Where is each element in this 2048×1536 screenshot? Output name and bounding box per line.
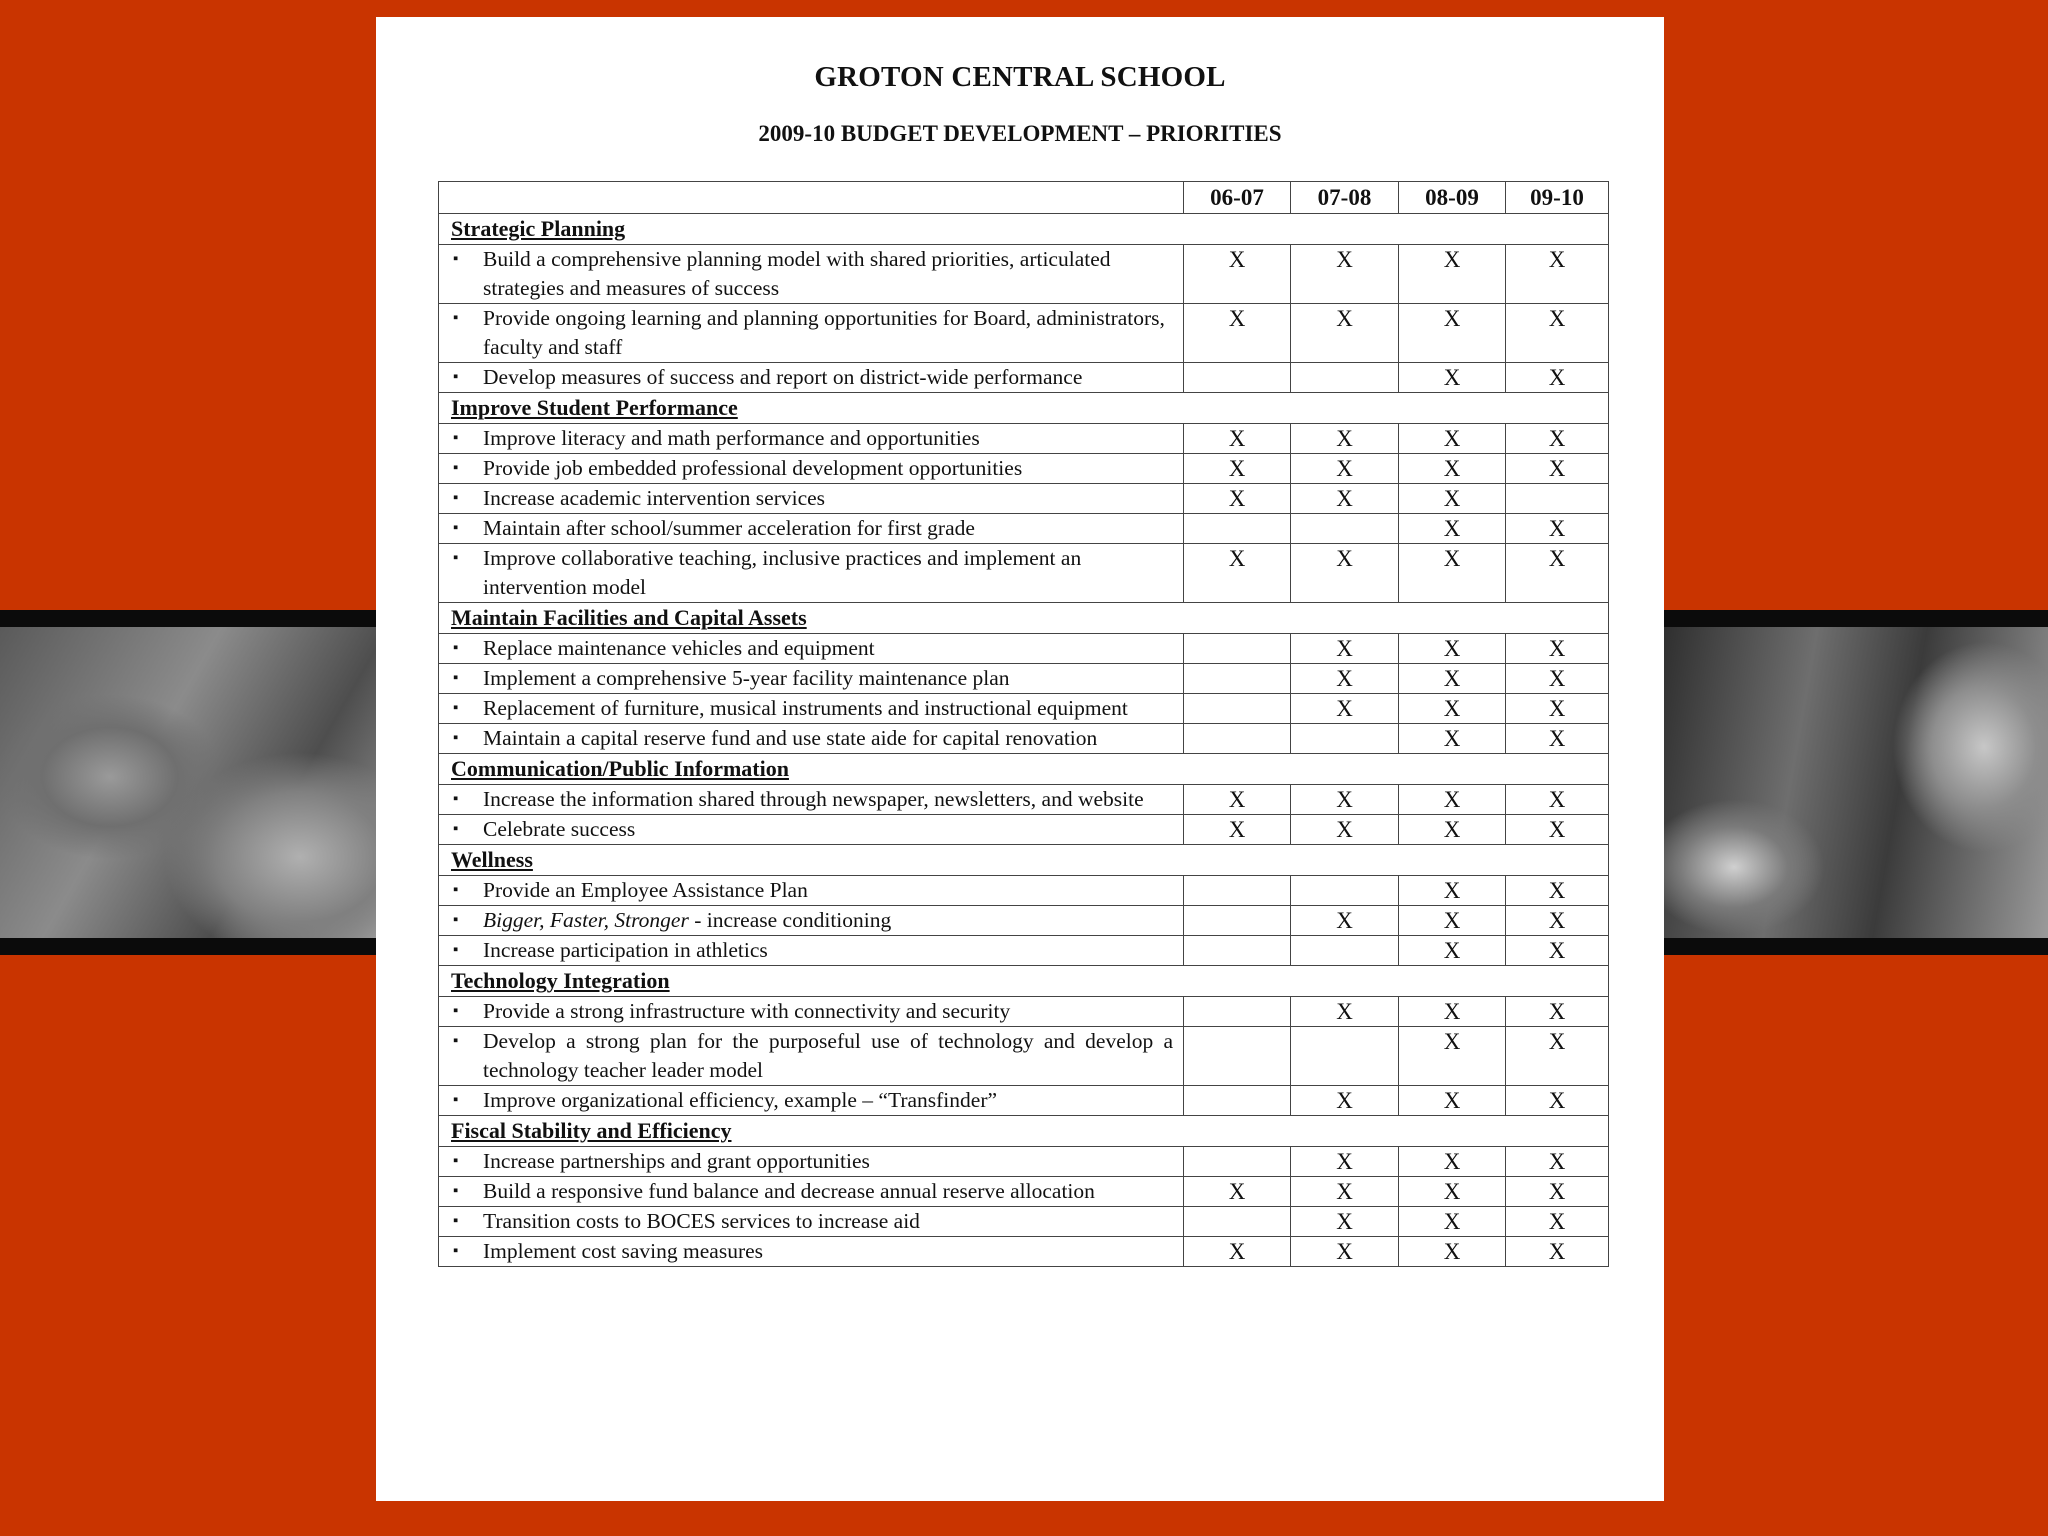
year-mark-cell: X bbox=[1399, 876, 1506, 906]
year-mark-cell: X bbox=[1399, 424, 1506, 454]
column-header: 09-10 bbox=[1506, 182, 1609, 214]
bullet-icon: ▪ bbox=[453, 912, 459, 928]
year-mark-cell: X bbox=[1399, 1027, 1506, 1086]
section-title: Communication/Public Information bbox=[439, 754, 1609, 785]
table-row bbox=[439, 664, 1609, 694]
table-row bbox=[439, 997, 1609, 1027]
table-row bbox=[439, 424, 1609, 454]
bullet-icon: ▪ bbox=[453, 251, 459, 267]
priority-item bbox=[439, 906, 1184, 936]
year-mark-cell: X bbox=[1399, 785, 1506, 815]
section-title: Fiscal Stability and Efficiency bbox=[439, 1116, 1609, 1147]
document-subtitle: 2009-10 BUDGET DEVELOPMENT – PRIORITIES bbox=[758, 121, 1282, 146]
priority-item bbox=[439, 514, 1184, 544]
year-mark-cell: X bbox=[1184, 424, 1291, 454]
section-row bbox=[439, 1116, 1609, 1147]
year-mark-cell: X bbox=[1291, 906, 1399, 936]
bullet-icon: ▪ bbox=[453, 821, 459, 837]
priority-item bbox=[439, 1086, 1184, 1116]
year-mark-cell: X bbox=[1506, 544, 1609, 603]
year-mark-cell bbox=[1184, 724, 1291, 754]
year-mark-cell bbox=[1291, 724, 1399, 754]
priority-item-text: Provide job embedded professional development opportunities bbox=[483, 456, 1023, 480]
priority-item bbox=[439, 876, 1184, 906]
year-mark-cell: X bbox=[1184, 1237, 1291, 1267]
year-mark-cell: X bbox=[1291, 245, 1399, 304]
year-mark-cell: X bbox=[1399, 454, 1506, 484]
bullet-icon: ▪ bbox=[453, 700, 459, 716]
priority-item-text: Maintain after school/summer acceleration for first grade bbox=[483, 516, 975, 540]
priority-item bbox=[439, 245, 1184, 304]
year-mark-cell: X bbox=[1506, 815, 1609, 845]
priority-item bbox=[439, 544, 1184, 603]
year-mark-cell bbox=[1184, 514, 1291, 544]
year-mark-cell bbox=[1184, 634, 1291, 664]
year-mark-cell: X bbox=[1291, 424, 1399, 454]
year-mark-cell: X bbox=[1506, 724, 1609, 754]
table-row bbox=[439, 484, 1609, 514]
year-mark-cell: X bbox=[1291, 664, 1399, 694]
year-mark-cell bbox=[1291, 936, 1399, 966]
priority-item-text: Implement cost saving measures bbox=[483, 1239, 764, 1263]
bullet-icon: ▪ bbox=[453, 1003, 459, 1019]
year-mark-cell: X bbox=[1506, 1086, 1609, 1116]
priority-item bbox=[439, 724, 1184, 754]
priority-item bbox=[439, 815, 1184, 845]
year-mark-cell: X bbox=[1399, 815, 1506, 845]
priority-item-text: Improve collaborative teaching, inclusive practices and implement an intervention model bbox=[483, 546, 1082, 599]
year-mark-cell: X bbox=[1399, 304, 1506, 363]
background-photo-right bbox=[1664, 627, 2048, 938]
priority-item bbox=[439, 785, 1184, 815]
year-mark-cell: X bbox=[1291, 304, 1399, 363]
bullet-icon: ▪ bbox=[453, 1183, 459, 1199]
bullet-icon: ▪ bbox=[453, 1153, 459, 1169]
background-photo-left bbox=[0, 627, 376, 938]
year-mark-cell: X bbox=[1506, 1177, 1609, 1207]
table-row bbox=[439, 304, 1609, 363]
bullet-icon: ▪ bbox=[453, 640, 459, 656]
priority-item-text: Build a comprehensive planning model with shared priorities, articulated strategies and measures of success bbox=[483, 247, 1111, 300]
priority-item-text: Provide ongoing learning and planning opportunities for Board, administrators, faculty and staff bbox=[483, 306, 1165, 359]
year-mark-cell: X bbox=[1184, 544, 1291, 603]
year-mark-cell: X bbox=[1399, 997, 1506, 1027]
priority-item bbox=[439, 694, 1184, 724]
table-row bbox=[439, 1207, 1609, 1237]
year-mark-cell: X bbox=[1399, 906, 1506, 936]
year-mark-cell: X bbox=[1184, 245, 1291, 304]
priority-item bbox=[439, 997, 1184, 1027]
year-mark-cell: X bbox=[1506, 1027, 1609, 1086]
column-header: 07-08 bbox=[1291, 182, 1399, 214]
table-row bbox=[439, 815, 1609, 845]
priority-item bbox=[439, 424, 1184, 454]
year-mark-cell: X bbox=[1399, 245, 1506, 304]
table-row bbox=[439, 694, 1609, 724]
priority-item-text: Transition costs to BOCES services to increase aid bbox=[483, 1209, 920, 1233]
year-mark-cell: X bbox=[1506, 634, 1609, 664]
year-mark-cell: X bbox=[1291, 1177, 1399, 1207]
section-title: Improve Student Performance bbox=[439, 393, 1609, 424]
bullet-icon: ▪ bbox=[453, 1213, 459, 1229]
bullet-icon: ▪ bbox=[453, 430, 459, 446]
bullet-icon: ▪ bbox=[453, 791, 459, 807]
year-mark-cell: X bbox=[1291, 997, 1399, 1027]
section-row bbox=[439, 754, 1609, 785]
year-mark-cell: X bbox=[1506, 1237, 1609, 1267]
bullet-icon: ▪ bbox=[453, 1092, 459, 1108]
priority-item-emphasis: Bigger, Faster, Stronger bbox=[483, 908, 689, 932]
year-mark-cell: X bbox=[1506, 876, 1609, 906]
table-row bbox=[439, 514, 1609, 544]
year-mark-cell: X bbox=[1506, 245, 1609, 304]
bullet-icon: ▪ bbox=[453, 730, 459, 746]
year-mark-cell: X bbox=[1506, 304, 1609, 363]
bullet-icon: ▪ bbox=[453, 942, 459, 958]
table-row bbox=[439, 906, 1609, 936]
bullet-icon: ▪ bbox=[453, 490, 459, 506]
bullet-icon: ▪ bbox=[453, 550, 459, 566]
table-row bbox=[439, 936, 1609, 966]
priority-item bbox=[439, 304, 1184, 363]
priority-item-text: - increase conditioning bbox=[688, 908, 892, 932]
table-row bbox=[439, 1147, 1609, 1177]
table-row bbox=[439, 363, 1609, 393]
year-mark-cell: X bbox=[1399, 1237, 1506, 1267]
year-mark-cell: X bbox=[1184, 785, 1291, 815]
priority-item-text: Maintain a capital reserve fund and use state aide for capital renovation bbox=[483, 726, 1098, 750]
section-row bbox=[439, 393, 1609, 424]
year-mark-cell: X bbox=[1291, 544, 1399, 603]
section-title: Maintain Facilities and Capital Assets bbox=[439, 603, 1609, 634]
priority-item-text: Build a responsive fund balance and decrease annual reserve allocation bbox=[483, 1179, 1095, 1203]
year-mark-cell bbox=[1184, 1207, 1291, 1237]
year-mark-cell: X bbox=[1506, 906, 1609, 936]
year-mark-cell: X bbox=[1291, 694, 1399, 724]
year-mark-cell: X bbox=[1506, 1207, 1609, 1237]
year-mark-cell bbox=[1184, 997, 1291, 1027]
column-header: 06-07 bbox=[1184, 182, 1291, 214]
priority-item-text: Develop a strong plan for the purposeful use of technology and develop a technology teacher leader model bbox=[483, 1029, 1173, 1082]
priority-item-text: Develop measures of success and report on district-wide performance bbox=[483, 365, 1083, 389]
year-mark-cell bbox=[1184, 363, 1291, 393]
year-mark-cell: X bbox=[1399, 694, 1506, 724]
priority-item bbox=[439, 664, 1184, 694]
year-mark-cell: X bbox=[1506, 514, 1609, 544]
year-mark-cell: X bbox=[1506, 785, 1609, 815]
year-mark-cell bbox=[1291, 876, 1399, 906]
year-mark-cell: X bbox=[1399, 664, 1506, 694]
year-mark-cell: X bbox=[1399, 1177, 1506, 1207]
bullet-icon: ▪ bbox=[453, 1033, 459, 1049]
year-mark-cell: X bbox=[1184, 484, 1291, 514]
priority-item bbox=[439, 363, 1184, 393]
document-title: GROTON CENTRAL SCHOOL bbox=[814, 61, 1226, 93]
table-row bbox=[439, 245, 1609, 304]
bullet-icon: ▪ bbox=[453, 369, 459, 385]
year-mark-cell bbox=[1291, 363, 1399, 393]
header-blank-cell bbox=[439, 182, 1184, 214]
table-row bbox=[439, 1027, 1609, 1086]
section-row bbox=[439, 966, 1609, 997]
priority-item-text: Celebrate success bbox=[483, 817, 636, 841]
column-header: 08-09 bbox=[1399, 182, 1506, 214]
year-mark-cell: X bbox=[1291, 634, 1399, 664]
bullet-icon: ▪ bbox=[453, 520, 459, 536]
year-mark-cell: X bbox=[1506, 424, 1609, 454]
priority-item-text: Provide a strong infrastructure with connectivity and security bbox=[483, 999, 1011, 1023]
year-mark-cell: X bbox=[1506, 694, 1609, 724]
table-row bbox=[439, 634, 1609, 664]
year-mark-cell bbox=[1184, 936, 1291, 966]
year-mark-cell: X bbox=[1399, 936, 1506, 966]
year-mark-cell: X bbox=[1399, 634, 1506, 664]
bullet-icon: ▪ bbox=[453, 1243, 459, 1259]
table-row bbox=[439, 876, 1609, 906]
year-mark-cell: X bbox=[1291, 484, 1399, 514]
section-row bbox=[439, 214, 1609, 245]
priority-item bbox=[439, 1237, 1184, 1267]
year-mark-cell: X bbox=[1184, 304, 1291, 363]
section-title: Wellness bbox=[439, 845, 1609, 876]
priority-item-text: Improve organizational efficiency, example – “Transfinder” bbox=[483, 1088, 998, 1112]
priority-item-text: Increase the information shared through newspaper, newsletters, and website bbox=[483, 787, 1144, 811]
priorities-table bbox=[438, 181, 1609, 1267]
priority-item-text: Implement a comprehensive 5-year facility maintenance plan bbox=[483, 666, 1010, 690]
priority-item-text: Increase academic intervention services bbox=[483, 486, 826, 510]
year-mark-cell: X bbox=[1399, 544, 1506, 603]
table-row bbox=[439, 454, 1609, 484]
year-mark-cell: X bbox=[1399, 363, 1506, 393]
priority-item bbox=[439, 454, 1184, 484]
year-mark-cell bbox=[1184, 906, 1291, 936]
bullet-icon: ▪ bbox=[453, 310, 459, 326]
year-mark-cell: X bbox=[1291, 1086, 1399, 1116]
year-mark-cell: X bbox=[1184, 454, 1291, 484]
table-row bbox=[439, 544, 1609, 603]
priority-item-text: Increase partnerships and grant opportunities bbox=[483, 1149, 870, 1173]
year-mark-cell: X bbox=[1399, 514, 1506, 544]
priority-item-text: Replace maintenance vehicles and equipment bbox=[483, 636, 875, 660]
year-mark-cell: X bbox=[1184, 815, 1291, 845]
year-mark-cell bbox=[1184, 664, 1291, 694]
priority-item bbox=[439, 936, 1184, 966]
priority-item-text: Replacement of furniture, musical instruments and instructional equipment bbox=[483, 696, 1128, 720]
priority-item-text: Increase participation in athletics bbox=[483, 938, 768, 962]
year-mark-cell: X bbox=[1506, 936, 1609, 966]
year-mark-cell bbox=[1506, 484, 1609, 514]
year-mark-cell: X bbox=[1399, 1207, 1506, 1237]
bullet-icon: ▪ bbox=[453, 460, 459, 476]
year-mark-cell: X bbox=[1291, 454, 1399, 484]
year-mark-cell bbox=[1184, 1086, 1291, 1116]
table-body bbox=[439, 214, 1609, 1267]
year-mark-cell: X bbox=[1506, 997, 1609, 1027]
year-mark-cell: X bbox=[1506, 363, 1609, 393]
year-mark-cell bbox=[1184, 694, 1291, 724]
year-mark-cell: X bbox=[1291, 785, 1399, 815]
priority-item bbox=[439, 1147, 1184, 1177]
year-mark-cell: X bbox=[1291, 815, 1399, 845]
year-mark-cell: X bbox=[1184, 1177, 1291, 1207]
section-row bbox=[439, 603, 1609, 634]
bullet-icon: ▪ bbox=[453, 882, 459, 898]
year-mark-cell: X bbox=[1399, 1147, 1506, 1177]
section-title: Strategic Planning bbox=[439, 214, 1609, 245]
table-row bbox=[439, 1177, 1609, 1207]
priority-item bbox=[439, 634, 1184, 664]
priority-item-text: Improve literacy and math performance and opportunities bbox=[483, 426, 980, 450]
document-page bbox=[376, 17, 1664, 1501]
table-row bbox=[439, 1086, 1609, 1116]
year-mark-cell: X bbox=[1506, 664, 1609, 694]
year-mark-cell bbox=[1184, 876, 1291, 906]
table-row bbox=[439, 724, 1609, 754]
priority-item bbox=[439, 1177, 1184, 1207]
year-mark-cell bbox=[1291, 1027, 1399, 1086]
table-header-row bbox=[439, 182, 1609, 214]
year-mark-cell: X bbox=[1291, 1207, 1399, 1237]
year-mark-cell: X bbox=[1399, 724, 1506, 754]
year-mark-cell: X bbox=[1506, 454, 1609, 484]
section-title: Technology Integration bbox=[439, 966, 1609, 997]
year-mark-cell: X bbox=[1291, 1147, 1399, 1177]
year-mark-cell: X bbox=[1399, 1086, 1506, 1116]
priority-item-text: Provide an Employee Assistance Plan bbox=[483, 878, 808, 902]
bullet-icon: ▪ bbox=[453, 670, 459, 686]
year-mark-cell bbox=[1184, 1027, 1291, 1086]
year-mark-cell: X bbox=[1291, 1237, 1399, 1267]
year-mark-cell: X bbox=[1399, 484, 1506, 514]
section-row bbox=[439, 845, 1609, 876]
table-row bbox=[439, 785, 1609, 815]
table-row bbox=[439, 1237, 1609, 1267]
year-mark-cell bbox=[1184, 1147, 1291, 1177]
year-mark-cell bbox=[1291, 514, 1399, 544]
priority-item bbox=[439, 1027, 1184, 1086]
year-mark-cell: X bbox=[1506, 1147, 1609, 1177]
priority-item bbox=[439, 484, 1184, 514]
priority-item bbox=[439, 1207, 1184, 1237]
